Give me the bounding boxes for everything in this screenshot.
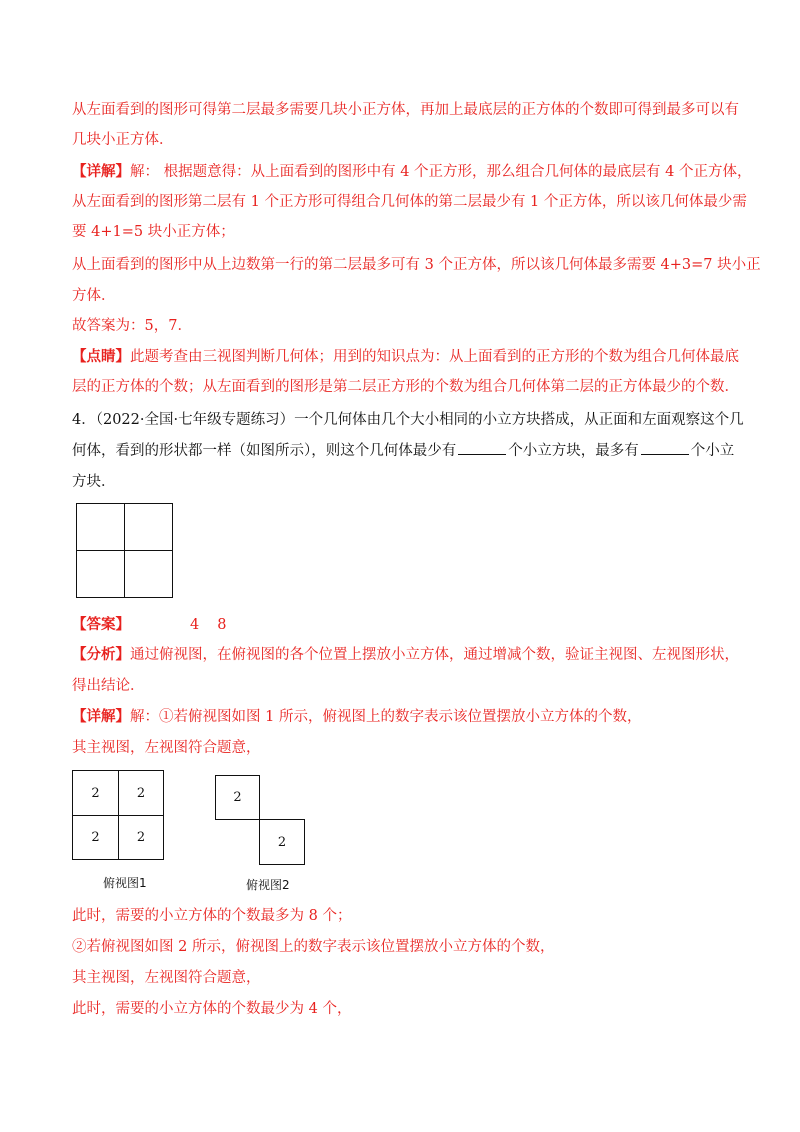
text-line: 其主视图，左视图符合题意， <box>72 970 261 986</box>
text-line: 方体． <box>72 288 116 304</box>
text-line: 从上面看到的图形中从上边数第一行的第二层最多可有 3 个正方体，所以该几何体最多需要 4+3=7 块小正 <box>72 257 761 273</box>
grid-cell: 2 <box>118 770 164 816</box>
question-line: 方块． <box>72 474 116 490</box>
text-line: 从左面看到的图形可得第二层最多需要几块小正方体，再加上最底层的正方体的个数即可得到最多可以有 <box>72 102 739 118</box>
grid-line <box>77 550 172 551</box>
text-line: 几块小正方体． <box>72 132 174 148</box>
answer-blank <box>641 440 689 455</box>
grid-cell: 2 <box>215 775 260 820</box>
grid-cell: 2 <box>72 770 119 816</box>
figure-2-caption: 俯视图2 <box>246 878 290 892</box>
label-remark: 【点睛】 <box>72 348 130 365</box>
text-span: 解： 根据题意得：从上面看到的图形中有 4 个正方形，那么组合几何体的最底层有 4 个正方体， <box>130 164 752 180</box>
text-line: 要 4+1=5 块小正方体； <box>72 224 235 240</box>
text-span: 个小立方块，最多有 <box>508 443 639 459</box>
grid-cell: 2 <box>259 819 305 865</box>
text-line: 其主视图，左视图符合题意， <box>72 740 261 756</box>
figure-1-caption: 俯视图1 <box>103 876 147 890</box>
text-span: 何体，看到的形状都一样（如图所示），则这个几何体最少有 <box>72 443 457 459</box>
text-line: 得出结论． <box>72 678 145 694</box>
top-view-figure-2 <box>215 775 305 865</box>
text-line <box>72 707 641 727</box>
top-view-figure-1 <box>72 770 164 860</box>
text-span: 通过俯视图，在俯视图的各个位置上摆放小立方体，通过增减个数，验证主视图、左视图形状， <box>130 647 739 663</box>
answer-max: 8 <box>217 617 227 633</box>
text-line <box>72 162 752 182</box>
text-line <box>72 645 739 665</box>
answer-line <box>72 615 226 635</box>
text-line: 此时，需要的小立方体的个数最多为 8 个； <box>72 908 352 924</box>
text-line <box>72 347 739 367</box>
label-detail: 【详解】 <box>72 708 130 725</box>
text-line: 故答案为：5，7． <box>72 318 192 334</box>
text-span: 此题考查由三视图判断几何体；用到的知识点为：从上面看到的正方形的个数为组合几何体最底 <box>130 349 739 365</box>
text-line: 从左面看到的图形第二层有 1 个正方形可得组合几何体的第二层最少有 1 个正方体，所以该几何体最少需 <box>72 194 747 210</box>
text-line: 层的正方体的个数；从左面看到的图形是第二层正方形的个数为组合几何体第二层的正方体最少的个数． <box>72 379 739 395</box>
text-line: 此时，需要的小立方体的个数最少为 4 个， <box>72 1001 352 1017</box>
answer-min: 4 <box>190 617 200 633</box>
text-line: ②若俯视图如图 2 所示，俯视图上的数字表示该位置摆放小立方体的个数， <box>72 939 555 955</box>
grid-cell: 2 <box>72 815 119 860</box>
label-detail: 【详解】 <box>72 163 130 180</box>
question-figure <box>76 503 173 598</box>
label-answer: 【答案】 <box>72 616 130 633</box>
question-line <box>72 440 734 461</box>
grid-cell: 2 <box>118 815 164 860</box>
label-analysis: 【分析】 <box>72 646 130 663</box>
question-line: 4．（2022·全国·七年级专题练习）一个几何体由几个大小相同的小立方块搭成，从正面和左面观察这个几 <box>72 412 744 428</box>
answer-blank <box>458 440 506 455</box>
text-span: 解：①若俯视图如图 1 所示，俯视图上的数字表示该位置摆放小立方体的个数， <box>130 709 642 725</box>
text-span: 个小立 <box>690 443 735 459</box>
